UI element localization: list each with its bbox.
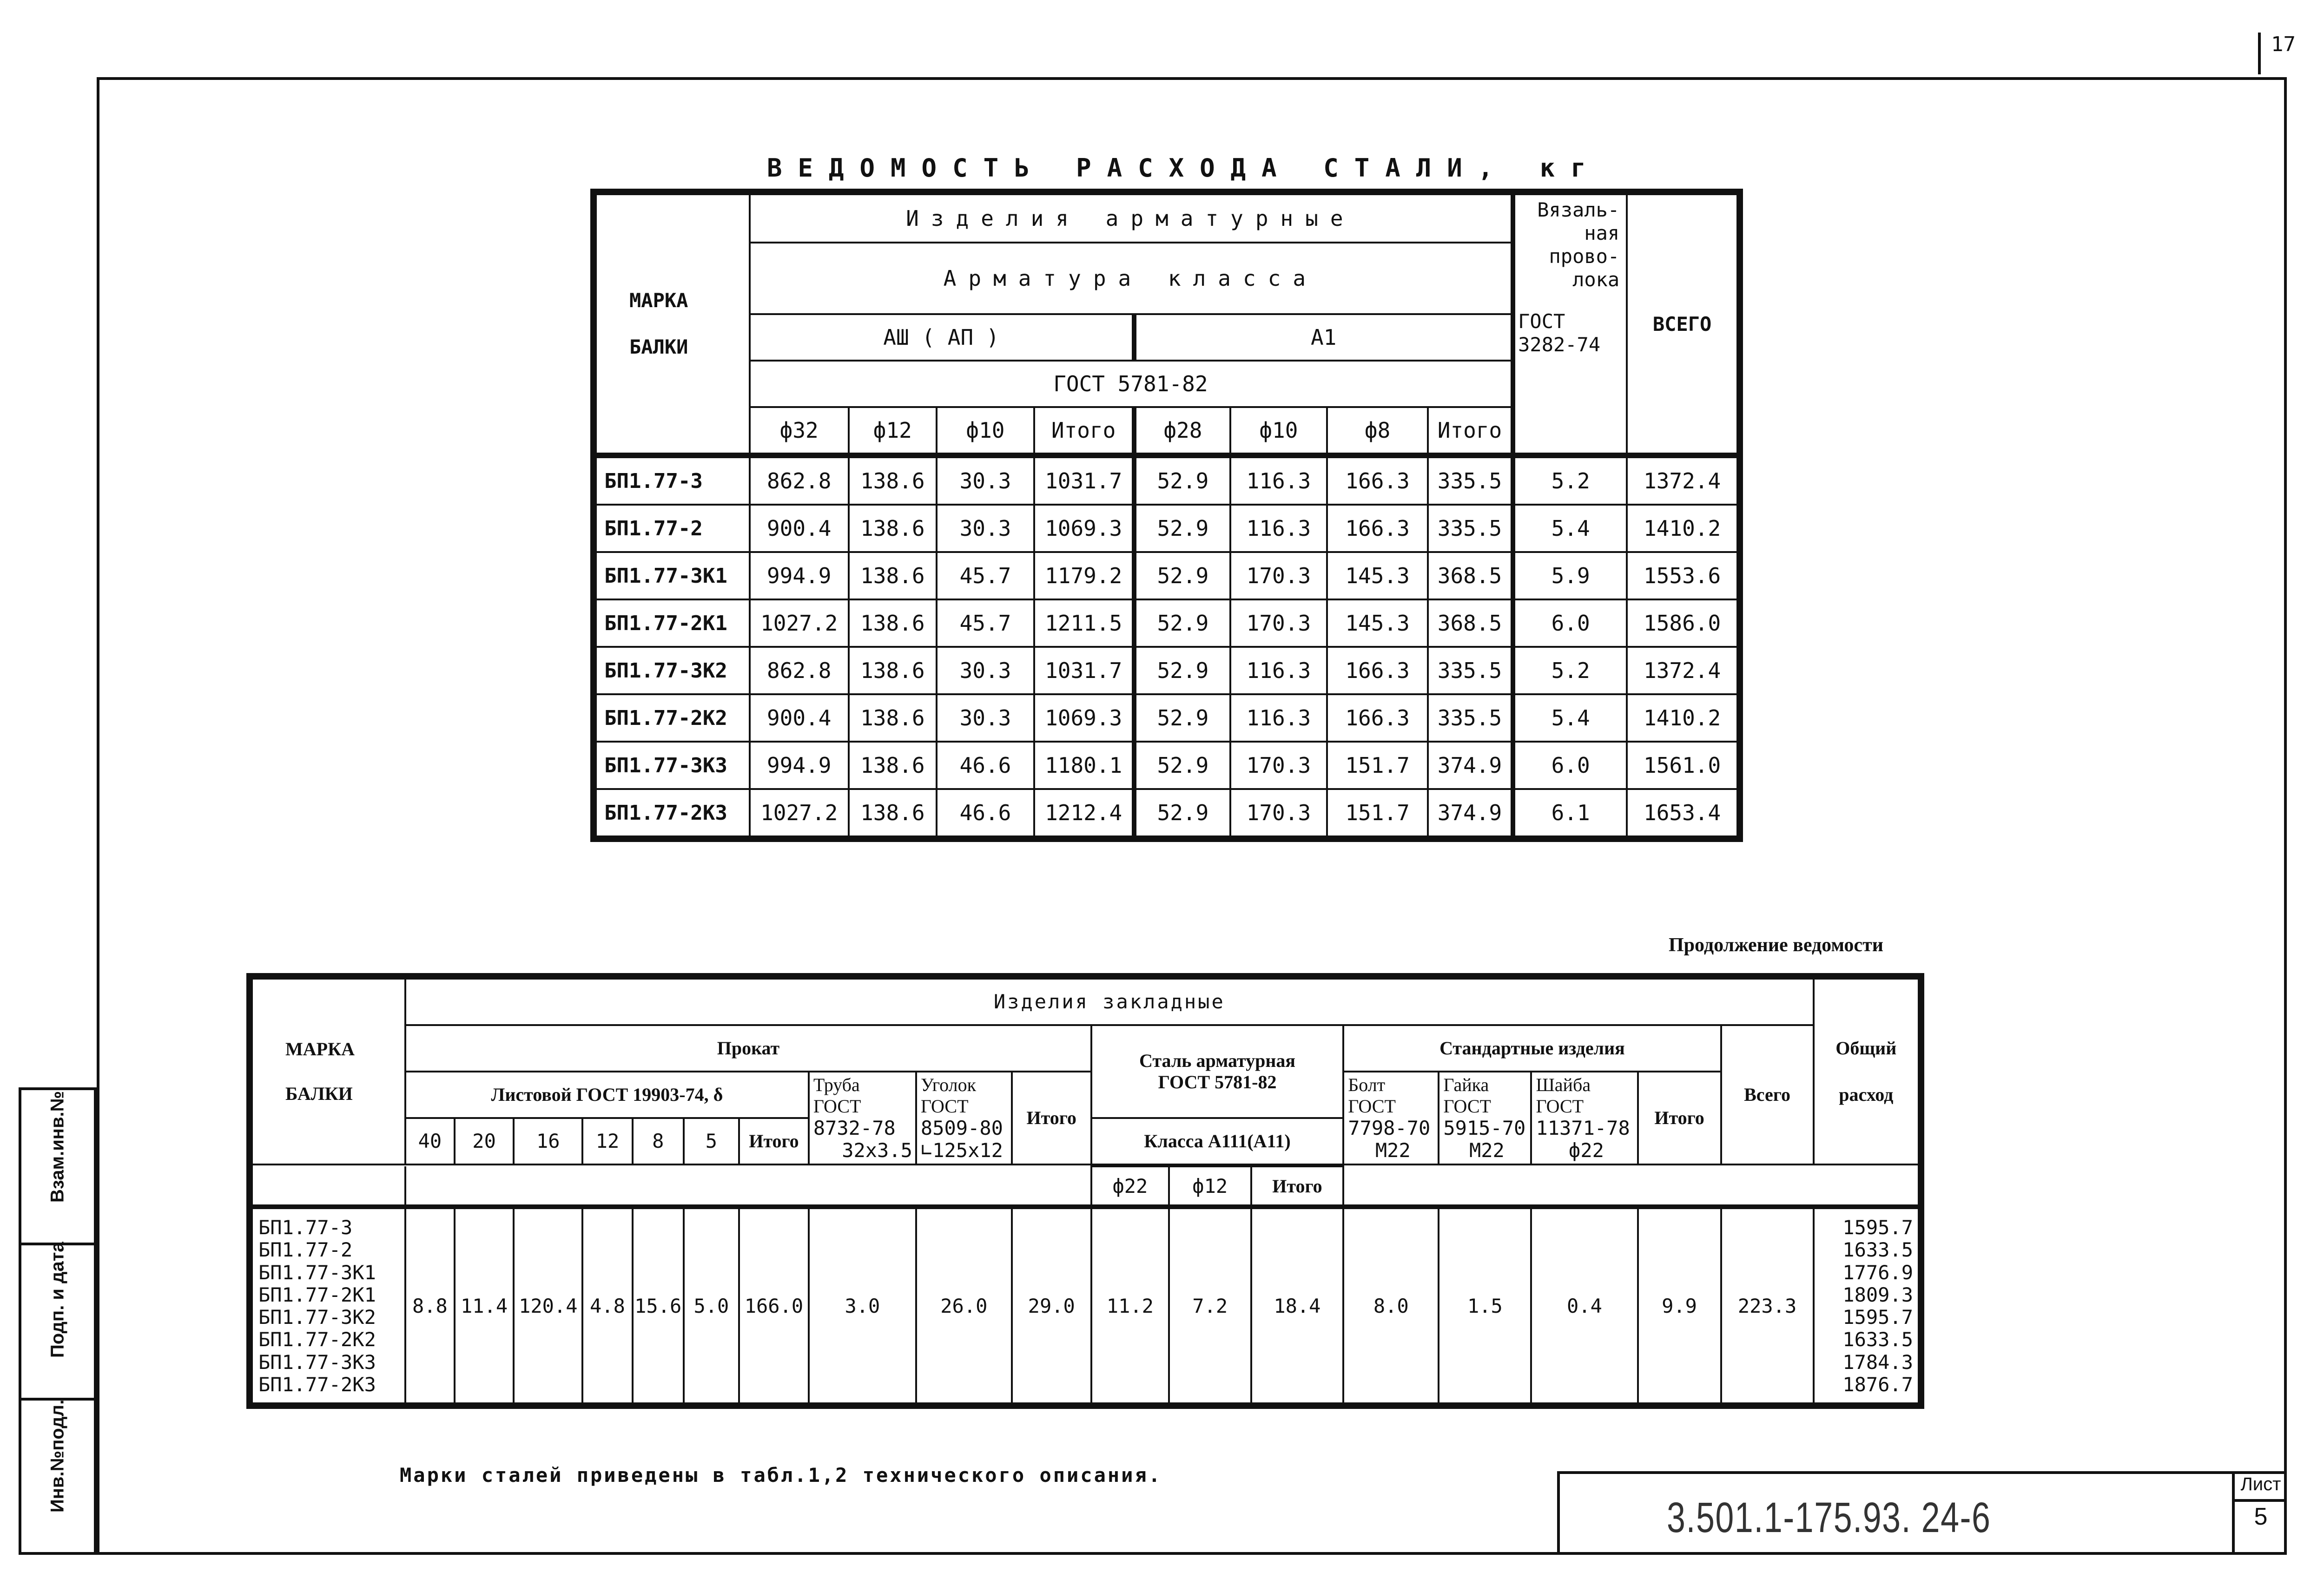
t2-value: 166.0 <box>739 1207 809 1406</box>
cell-value: 138.6 <box>849 599 937 647</box>
cell-value: 5.2 <box>1513 647 1627 694</box>
cell-value: 6.1 <box>1513 789 1627 839</box>
t2-mark: БП1.77-2К3 <box>258 1373 376 1396</box>
cell-value: 30.3 <box>937 455 1034 505</box>
t2-header-klass: Класса А111(А11) <box>1091 1118 1343 1164</box>
cell-value: 900.4 <box>750 694 849 742</box>
t2-header-izdeliya: Изделия закладные <box>405 976 1813 1025</box>
cell-value: 335.5 <box>1428 647 1513 694</box>
t2-header-truba <box>809 1072 916 1164</box>
cell-value: 6.0 <box>1513 742 1627 789</box>
t2-mark: БП1.77-3 <box>258 1216 353 1239</box>
t2-col-40: 40 <box>405 1118 455 1164</box>
t2-header-gaika-1: Гайка <box>1443 1074 1489 1095</box>
sheet-box <box>2232 1471 2287 1555</box>
t2-header-truba-2: ГОСТ <box>813 1095 861 1117</box>
t2-totals-list <box>1814 1207 1921 1406</box>
cell-value: 138.6 <box>849 789 937 839</box>
t2-total: 1633.5 <box>1842 1238 1913 1262</box>
cell-value: 1553.6 <box>1627 552 1740 599</box>
t2-value: 18.4 <box>1251 1207 1344 1406</box>
header-marka-balki <box>594 192 750 455</box>
t2-header-marka-balki <box>250 976 405 1164</box>
t2-value: 223.3 <box>1721 1207 1814 1406</box>
cell-value: 52.9 <box>1134 647 1230 694</box>
t2-header-shaiba-4: ф22 <box>1569 1139 1604 1162</box>
cell-value: 170.3 <box>1230 552 1327 599</box>
cell-value: 994.9 <box>750 742 849 789</box>
t2-total: 1633.5 <box>1842 1328 1913 1351</box>
cell-value: 46.6 <box>937 742 1034 789</box>
t2-header-bolt-2: ГОСТ <box>1348 1095 1396 1117</box>
t2-header-bolt-1: Болт <box>1348 1074 1386 1095</box>
cell-value: 1069.3 <box>1034 694 1134 742</box>
t2-col-itogo-stal: Итого <box>1251 1166 1344 1207</box>
cell-value: 151.7 <box>1327 789 1428 839</box>
cell-value: 138.6 <box>849 742 937 789</box>
cell-value: 116.3 <box>1230 505 1327 552</box>
col-f10-a1: ф10 <box>1230 407 1327 455</box>
t2-header-bolt-4: М22 <box>1375 1139 1411 1162</box>
cell-mark: БП1.77-2К3 <box>594 789 750 839</box>
t2-mark: БП1.77-3К3 <box>258 1350 376 1374</box>
t2-header-obsh-1: Общий <box>1835 1038 1897 1059</box>
col-f8: ф8 <box>1327 407 1428 455</box>
cell-value: 166.3 <box>1327 694 1428 742</box>
cell-value: 1653.4 <box>1627 789 1740 839</box>
t2-mark: БП1.77-2 <box>258 1238 353 1262</box>
t2-header-gaika-3: 5915-70 <box>1443 1116 1526 1139</box>
t2-value: 8.8 <box>405 1207 455 1406</box>
t2-col-12: 12 <box>582 1118 633 1164</box>
t2-subheader-row <box>250 1166 1921 1207</box>
cell-value: 1410.2 <box>1627 505 1740 552</box>
col-f10-a3: ф10 <box>937 407 1034 455</box>
table1-body <box>594 455 1740 839</box>
t2-header-stal <box>1091 1025 1343 1118</box>
cell-value: 30.3 <box>937 505 1034 552</box>
cell-value: 46.6 <box>937 789 1034 839</box>
cell-value: 1586.0 <box>1627 599 1740 647</box>
page-number: 17 <box>2258 33 2296 74</box>
t2-col-5: 5 <box>684 1118 739 1164</box>
t2-header-ugol <box>916 1072 1012 1164</box>
cell-value: 30.3 <box>937 647 1034 694</box>
t2-header-ugol-2: ГОСТ <box>920 1095 969 1117</box>
header-izdeliya: Изделия арматурные <box>750 192 1513 243</box>
t2-header-bolt-3: 7798-70 <box>1348 1116 1431 1139</box>
t2-header-gaika-2: ГОСТ <box>1443 1095 1491 1117</box>
cell-value: 52.9 <box>1134 599 1230 647</box>
cell-value: 1410.2 <box>1627 694 1740 742</box>
cell-value: 5.2 <box>1513 455 1627 505</box>
steel-table-embedded <box>246 973 1924 1409</box>
cell-value: 374.9 <box>1428 789 1513 839</box>
t2-col-8: 8 <box>633 1118 684 1164</box>
cell-value: 45.7 <box>937 552 1034 599</box>
t2-total: 1784.3 <box>1842 1350 1913 1374</box>
col-f28: ф28 <box>1134 407 1230 455</box>
table-row <box>594 455 1740 505</box>
cell-value: 166.3 <box>1327 647 1428 694</box>
t2-total: 1876.7 <box>1842 1373 1913 1396</box>
col-itogo-a1: Итого <box>1428 407 1513 455</box>
col-f12: ф12 <box>849 407 937 455</box>
t2-value: 0.4 <box>1531 1207 1637 1406</box>
document-code: 3.501.1-175.93. 24-6 <box>1667 1494 1991 1541</box>
cell-value: 374.9 <box>1428 742 1513 789</box>
cell-value: 368.5 <box>1428 599 1513 647</box>
cell-value: 6.0 <box>1513 599 1627 647</box>
cell-value: 170.3 <box>1230 599 1327 647</box>
side-label-inv: Инв.№подл. <box>47 1399 68 1513</box>
t2-header-gaika <box>1439 1072 1531 1164</box>
t2-header-shaiba-1: Шайба <box>1536 1074 1591 1095</box>
t2-header-itogo-std: Итого <box>1638 1072 1721 1164</box>
cell-value: 145.3 <box>1327 599 1428 647</box>
table-row <box>594 789 1740 839</box>
t2-value: 7.2 <box>1169 1207 1251 1406</box>
t2-value: 8.0 <box>1343 1207 1439 1406</box>
t2-total: 1595.7 <box>1842 1216 1913 1239</box>
cell-value: 116.3 <box>1230 694 1327 742</box>
cell-value: 52.9 <box>1134 694 1230 742</box>
header-vyaz-1: Вязаль- <box>1537 198 1620 221</box>
header-vyaz-gost-2: 3282-74 <box>1518 333 1601 356</box>
cell-value: 1180.1 <box>1034 742 1134 789</box>
cell-value: 862.8 <box>750 647 849 694</box>
cell-value: 52.9 <box>1134 552 1230 599</box>
t2-header-list: Листовой ГОСТ 19903-74, δ <box>405 1072 809 1118</box>
header-vyaz-2: ная <box>1584 222 1620 244</box>
cell-mark: БП1.77-2 <box>594 505 750 552</box>
cell-value: 170.3 <box>1230 789 1327 839</box>
cell-value: 1212.4 <box>1034 789 1134 839</box>
cell-value: 145.3 <box>1327 552 1428 599</box>
header-vsego: ВСЕГО <box>1627 192 1740 455</box>
sheet-number: 5 <box>2254 1503 2268 1530</box>
cell-value: 1027.2 <box>750 789 849 839</box>
header-balki: БАЛКИ <box>629 336 688 358</box>
t2-marks-list <box>250 1207 405 1406</box>
t2-header-gaika-4: М22 <box>1469 1139 1505 1162</box>
header-vyazalnaya <box>1513 192 1627 455</box>
header-vyaz-3: прово- <box>1549 245 1620 268</box>
page-title: ВЕДОМОСТЬ РАСХОДА СТАЛИ, кг <box>767 153 1602 183</box>
cell-value: 52.9 <box>1134 789 1230 839</box>
side-label-vzam: Взам.инв.№ <box>47 1091 68 1203</box>
cell-value: 900.4 <box>750 505 849 552</box>
t2-header-balki: БАЛКИ <box>285 1083 353 1104</box>
t2-value: 4.8 <box>582 1207 633 1406</box>
t2-value: 5.0 <box>684 1207 739 1406</box>
cell-mark: БП1.77-3 <box>594 455 750 505</box>
t2-col-itogo-list: Итого <box>739 1118 809 1164</box>
cell-value: 30.3 <box>937 694 1034 742</box>
t2-total: 1595.7 <box>1842 1306 1913 1329</box>
t2-header-std: Стандартные изделия <box>1343 1025 1721 1072</box>
col-itogo-a3: Итого <box>1034 407 1134 455</box>
table-row <box>594 742 1740 789</box>
cell-value: 5.4 <box>1513 694 1627 742</box>
t2-header-ugol-3: 8509-80 <box>920 1116 1003 1139</box>
cell-value: 45.7 <box>937 599 1034 647</box>
cell-value: 116.3 <box>1230 455 1327 505</box>
cell-value: 138.6 <box>849 552 937 599</box>
t2-mark: БП1.77-3К2 <box>258 1306 376 1329</box>
t2-header-truba-3: 8732-78 <box>813 1116 896 1139</box>
t2-mark: БП1.77-2К2 <box>258 1328 376 1351</box>
t2-value: 29.0 <box>1012 1207 1091 1406</box>
cell-value: 335.5 <box>1428 455 1513 505</box>
cell-mark: БП1.77-3К2 <box>594 647 750 694</box>
cell-value: 138.6 <box>849 694 937 742</box>
side-label-podp: Подп. и дата <box>47 1242 68 1358</box>
cell-value: 52.9 <box>1134 455 1230 505</box>
cell-value: 138.6 <box>849 455 937 505</box>
cell-value: 138.6 <box>849 505 937 552</box>
t2-header-truba-4: 32х3.5 <box>842 1139 912 1162</box>
table-row <box>594 552 1740 599</box>
t2-col-diam-22: ф22 <box>1091 1166 1169 1207</box>
t2-header-itogo-prokat: Итого <box>1012 1072 1091 1164</box>
cell-value: 1561.0 <box>1627 742 1740 789</box>
cell-value: 1069.3 <box>1034 505 1134 552</box>
t2-header-stal-1: Сталь арматурная <box>1139 1050 1296 1071</box>
t2-col-16: 16 <box>514 1118 582 1164</box>
table-row <box>594 505 1740 552</box>
table-row <box>594 694 1740 742</box>
t2-header-shaiba-2: ГОСТ <box>1536 1095 1584 1117</box>
t2-header-ugol-4: ∟125х12 <box>920 1139 1003 1162</box>
t2-header-bolt <box>1343 1072 1439 1164</box>
side-cell-inv <box>19 1398 97 1555</box>
t2-value: 11.2 <box>1091 1207 1169 1406</box>
t2-value: 11.4 <box>455 1207 514 1406</box>
header-armatura: Арматура класса <box>750 243 1513 314</box>
title-block <box>1557 1471 2287 1555</box>
cell-mark: БП1.77-3К3 <box>594 742 750 789</box>
t2-header-shaiba-3: 11371-78 <box>1536 1116 1630 1139</box>
cell-value: 368.5 <box>1428 552 1513 599</box>
t2-header-truba-1: Труба <box>813 1074 860 1095</box>
footnote: Марки сталей приведены в табл.1,2 технического описания. <box>400 1464 1162 1487</box>
side-strip <box>19 1087 97 1555</box>
t2-value: 1.5 <box>1439 1207 1531 1406</box>
sheet-label: Лист <box>2235 1474 2287 1502</box>
t2-col-20: 20 <box>455 1118 514 1164</box>
t2-header-vsego: Всего <box>1721 1025 1814 1164</box>
t2-mark: БП1.77-2К1 <box>258 1283 376 1306</box>
t2-value: 9.9 <box>1638 1207 1721 1406</box>
t2-value: 120.4 <box>514 1207 582 1406</box>
cell-value: 1031.7 <box>1034 647 1134 694</box>
cell-value: 335.5 <box>1428 694 1513 742</box>
t2-total: 1809.3 <box>1842 1283 1913 1306</box>
t2-value: 3.0 <box>809 1207 916 1406</box>
cell-value: 335.5 <box>1428 505 1513 552</box>
side-cell-vzam <box>19 1087 97 1245</box>
t2-header-stal-2: ГОСТ 5781-82 <box>1158 1072 1277 1092</box>
cell-mark: БП1.77-2К1 <box>594 599 750 647</box>
cell-value: 5.9 <box>1513 552 1627 599</box>
table-row <box>594 647 1740 694</box>
cell-value: 166.3 <box>1327 455 1428 505</box>
header-gost-5781: ГОСТ 5781-82 <box>750 361 1513 407</box>
t2-header-marka: МАРКА <box>285 1039 355 1059</box>
cell-value: 166.3 <box>1327 505 1428 552</box>
header-a3: АШ ( АП ) <box>750 314 1135 361</box>
header-vyaz-4: лока <box>1572 268 1620 291</box>
cell-value: 1372.4 <box>1627 455 1740 505</box>
side-cell-podp <box>19 1243 97 1401</box>
t2-data-row <box>250 1207 1921 1406</box>
t2-header-obsh-2: расход <box>1839 1084 1894 1105</box>
col-f32: ф32 <box>750 407 849 455</box>
t2-value: 26.0 <box>916 1207 1012 1406</box>
cell-value: 862.8 <box>750 455 849 505</box>
title-block-code-box <box>1557 1471 2232 1555</box>
t2-value: 15.6 <box>633 1207 684 1406</box>
t2-total: 1776.9 <box>1842 1261 1913 1284</box>
cell-value: 52.9 <box>1134 505 1230 552</box>
cell-value: 5.4 <box>1513 505 1627 552</box>
cell-value: 994.9 <box>750 552 849 599</box>
cell-value: 1031.7 <box>1034 455 1134 505</box>
cell-value: 1211.5 <box>1034 599 1134 647</box>
t2-header-prokat: Прокат <box>405 1025 1091 1072</box>
cell-mark: БП1.77-2К2 <box>594 694 750 742</box>
cell-value: 1372.4 <box>1627 647 1740 694</box>
t2-header-obsh <box>1814 976 1921 1164</box>
cell-value: 138.6 <box>849 647 937 694</box>
t2-col-diam-12: ф12 <box>1169 1166 1251 1207</box>
steel-table-reinforcement <box>590 189 1743 842</box>
table-row <box>594 599 1740 647</box>
header-vyaz-gost-1: ГОСТ <box>1518 310 1565 333</box>
header-a1: А1 <box>1134 314 1513 361</box>
cell-value: 151.7 <box>1327 742 1428 789</box>
t2-header-ugol-1: Уголок <box>920 1074 977 1095</box>
cell-value: 52.9 <box>1134 742 1230 789</box>
continuation-label: Продолжение ведомости <box>1669 934 1883 956</box>
t2-header-shaiba <box>1531 1072 1637 1164</box>
cell-value: 170.3 <box>1230 742 1327 789</box>
cell-value: 1179.2 <box>1034 552 1134 599</box>
t2-mark: БП1.77-3К1 <box>258 1261 376 1284</box>
header-marka: МАРКА <box>629 289 688 312</box>
cell-value: 116.3 <box>1230 647 1327 694</box>
cell-value: 1027.2 <box>750 599 849 647</box>
cell-mark: БП1.77-3К1 <box>594 552 750 599</box>
